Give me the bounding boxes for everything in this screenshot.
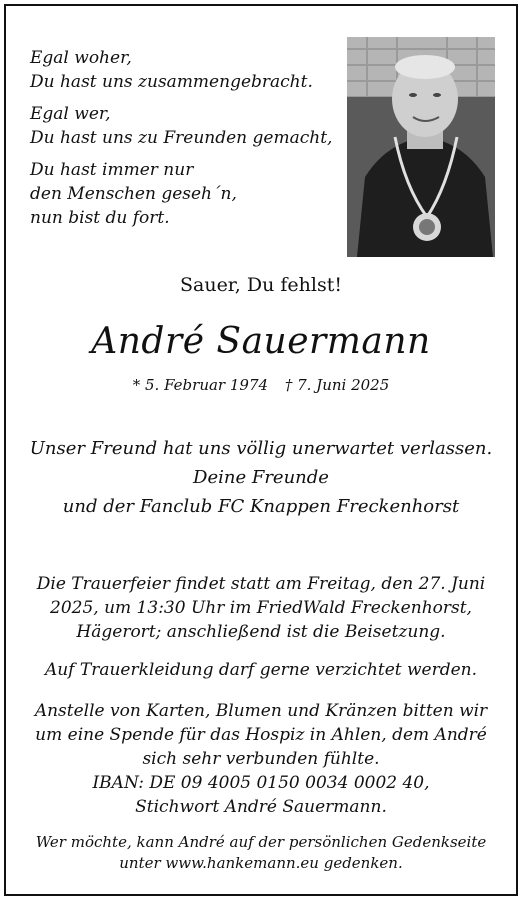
motto: Sauer, Du fehlst! <box>179 274 343 296</box>
poem-line: den Menschen geseh´n, <box>30 184 237 204</box>
ceremony-line: 2025, um 13:30 Uhr im FriedWald Freckenhorst, <box>50 598 472 618</box>
life-dates <box>6 376 516 394</box>
poem-line: Du hast uns zusammengebracht. <box>30 72 313 92</box>
donation-info <box>6 699 516 819</box>
ceremony-line: Die Trauerfeier findet statt am Freitag, den 27. Juni <box>36 574 486 594</box>
donation-line: Stichwort André Sauermann. <box>135 797 387 817</box>
poem-line: Du hast uns zu Freunden gemacht, <box>30 128 333 148</box>
poem-stanza <box>30 158 332 230</box>
donation-line: Anstelle von Karten, Blumen und Kränzen bitten wir <box>34 701 488 721</box>
poem-line: Egal wer, <box>30 104 111 124</box>
message-line: und der Fanclub FC Knappen Freckenhorst <box>62 496 460 517</box>
donation-line: um eine Spende für das Hospiz in Ahlen, dem André <box>35 725 487 745</box>
donation-line: IBAN: DE 09 4005 0150 0034 0002 40, <box>92 773 430 793</box>
poem-stanza <box>30 102 332 150</box>
message-line: Unser Freund hat uns völlig unerwartet verlassen. <box>29 438 493 459</box>
clothing-note: Auf Trauerkleidung darf gerne verzichtet werden. <box>44 660 478 680</box>
memorial-line: Wer möchte, kann André auf der persönlichen Gedenkseite <box>35 833 487 851</box>
memorial-line: unter www.hankemann.eu gedenken. <box>119 854 403 872</box>
poem-line: Du hast immer nur <box>30 160 194 180</box>
death-date: † 7. Juni 2025 <box>284 376 390 394</box>
farewell-message <box>6 434 516 521</box>
memorial-info <box>6 832 516 874</box>
obituary-frame <box>4 4 518 896</box>
poem <box>30 46 332 238</box>
birth-date: * 5. Februar 1974 <box>132 376 269 394</box>
poem-line: nun bist du fort. <box>30 208 170 228</box>
donation-line: sich sehr verbunden fühlte. <box>142 749 380 769</box>
ceremony-line: Hägerort; anschließend ist die Beisetzung. <box>76 622 446 642</box>
poem-line: Egal woher, <box>30 48 132 68</box>
portrait-photo-graphic <box>347 37 495 257</box>
deceased-name: André Sauermann <box>91 321 431 362</box>
ceremony-info <box>6 572 516 644</box>
portrait-photo <box>347 37 495 257</box>
message-line: Deine Freunde <box>193 467 329 488</box>
poem-stanza <box>30 46 332 94</box>
